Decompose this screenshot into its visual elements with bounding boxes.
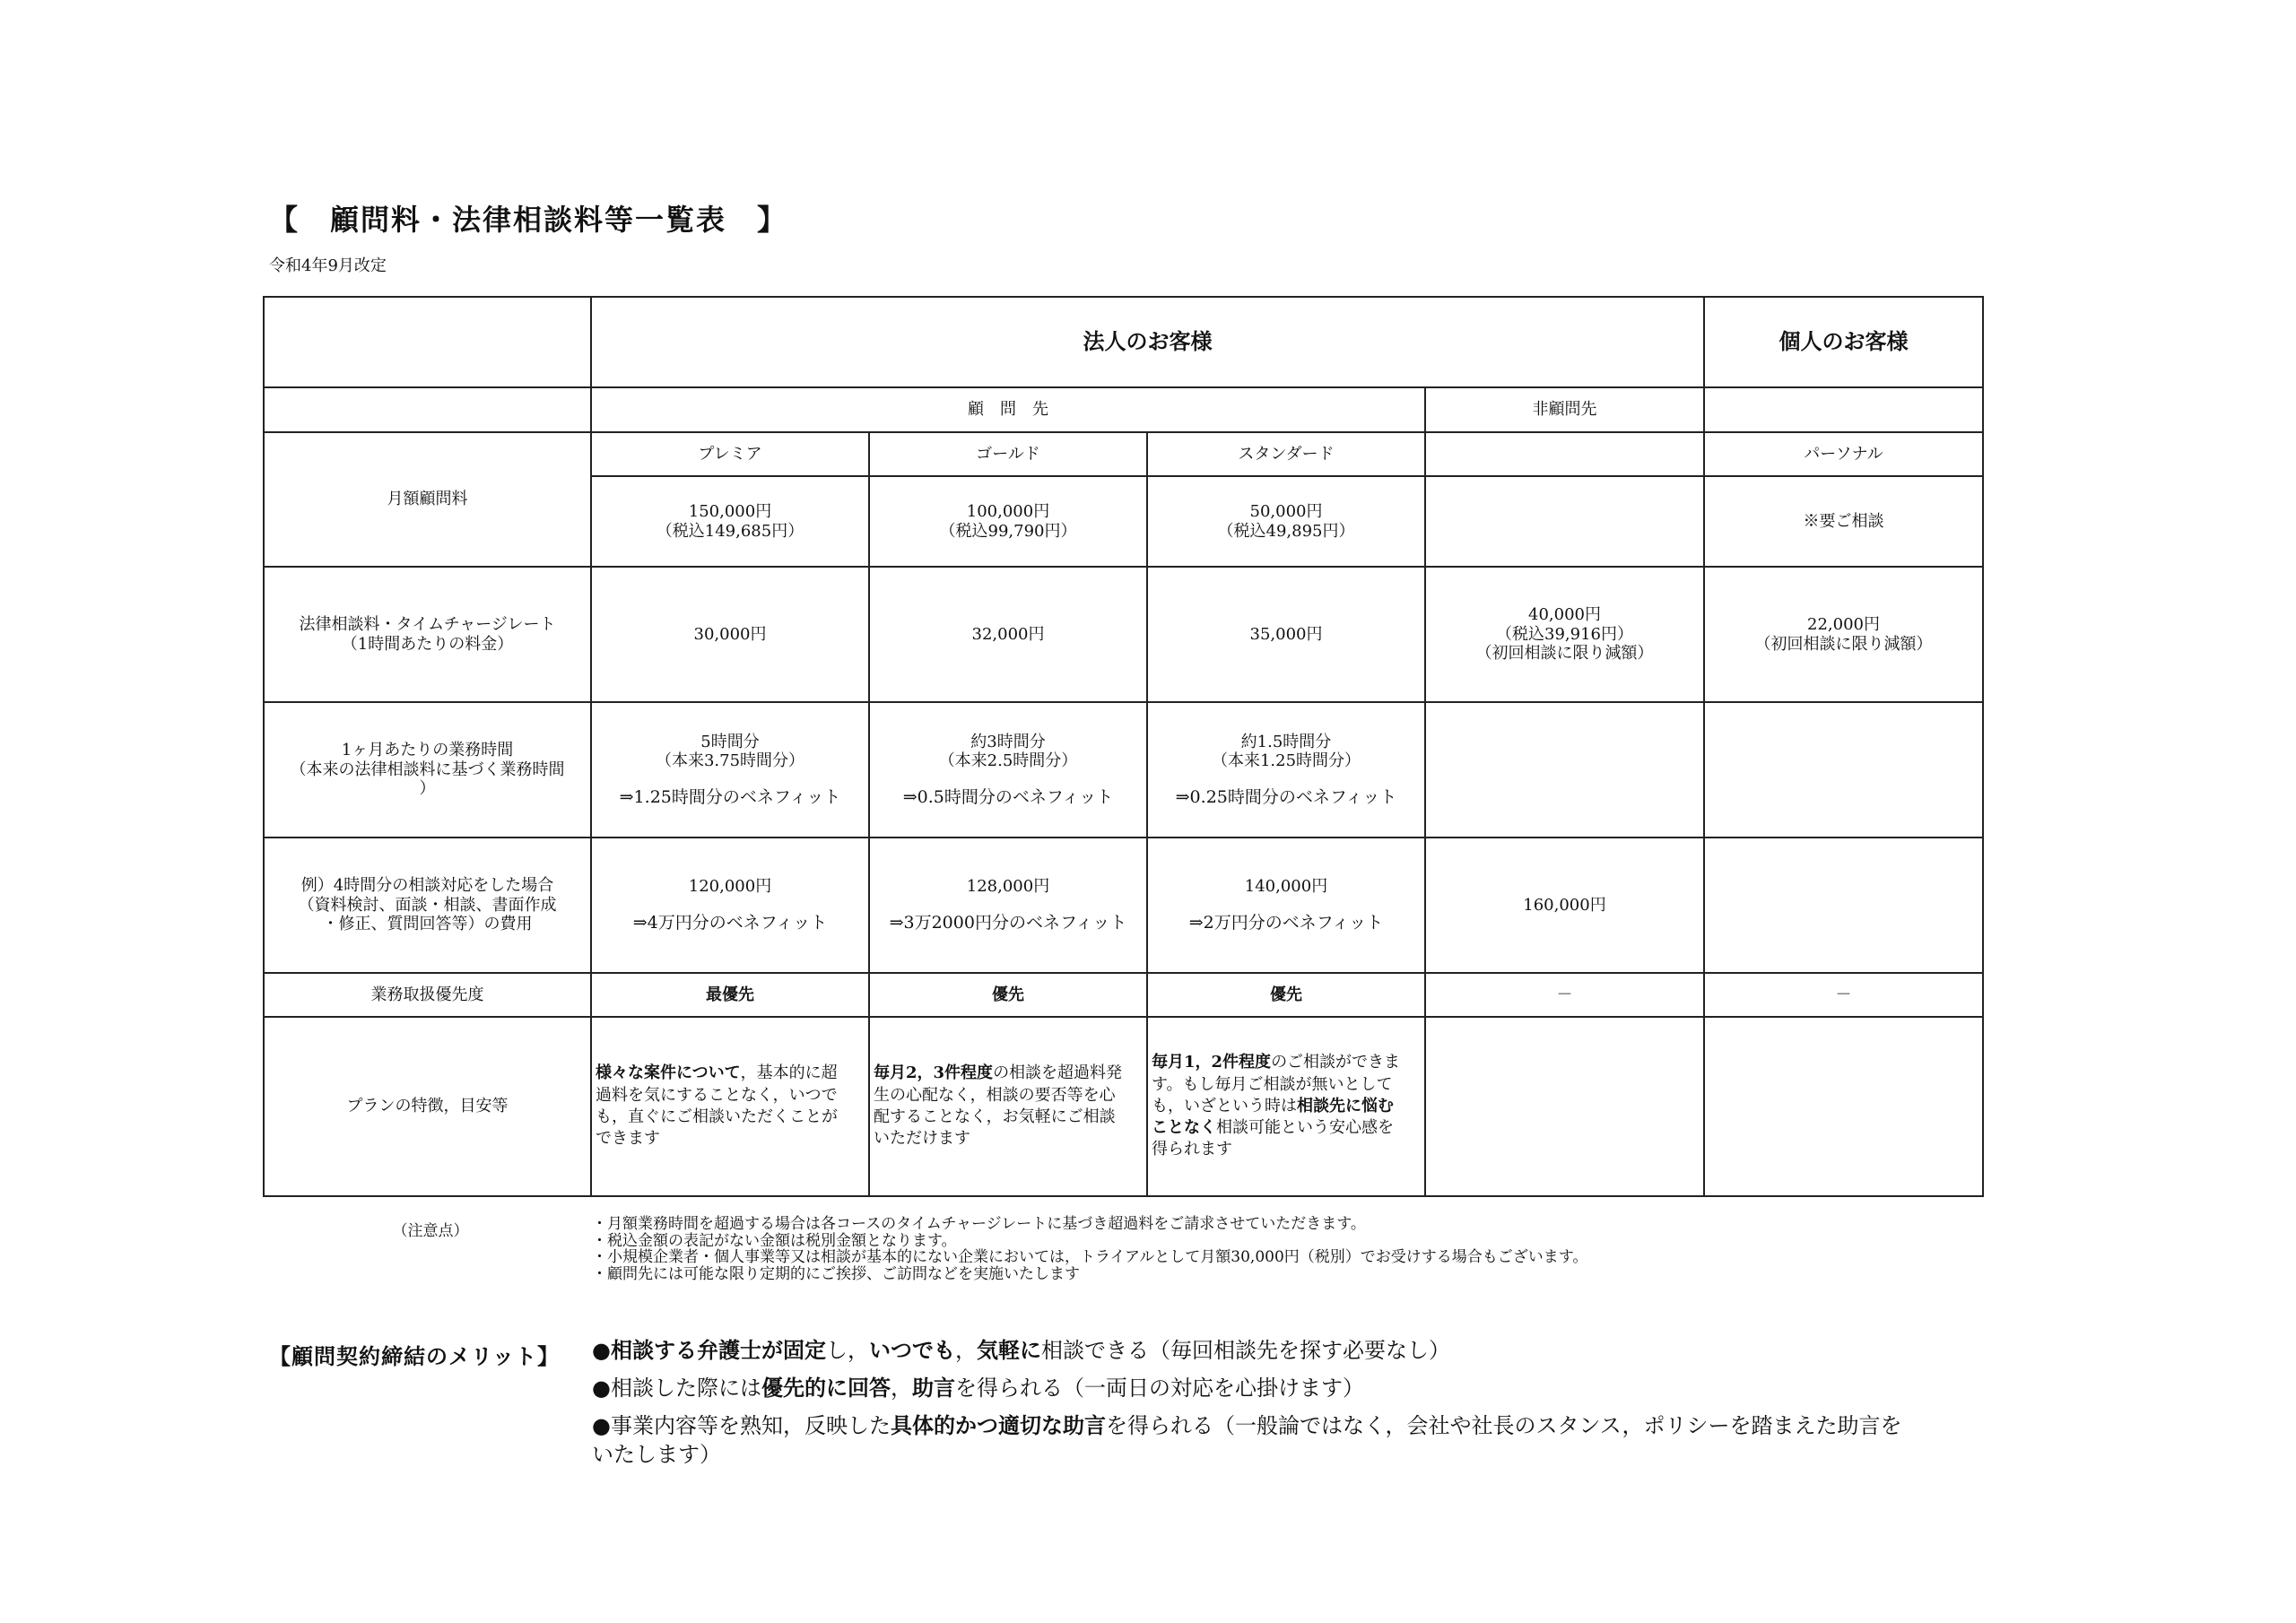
plan-gold: ゴールド <box>869 432 1147 476</box>
cell-monthly-fee-standard: 50,000円 （税込49,895円） <box>1147 476 1425 567</box>
cell-features-gold: 毎月2，3件程度の相談を超過料発 生の心配なく，相談の要否等を心 配することなく，お気軽にご相談 いただけます <box>869 1017 1147 1196</box>
row-label-monthly-hours: 1ヶ月あたりの業務時間 （本来の法律相談料に基づく業務時間 ） <box>264 702 591 838</box>
plan-premier: プレミア <box>591 432 869 476</box>
page-title: 【 顧問料・法律相談料等一覧表 】 <box>269 203 788 237</box>
row-label-example: 例）4時間分の相談対応をした場合 （資料検討、面談・相談、書面作成 ・修正、質問回答等）の費用 <box>264 838 591 973</box>
cell-priority-personal: － <box>1704 973 1983 1017</box>
cell-monthly-fee-personal: ※要ご相談 <box>1704 476 1983 567</box>
plan-personal: パーソナル <box>1704 432 1983 476</box>
header-blank <box>264 297 591 387</box>
header-row-customer-type <box>264 297 1983 387</box>
header-non-advisory: 非顧問先 <box>1425 387 1704 432</box>
cell-features-premier: 様々な案件について，基本的に超 過料を気にすることなく，いつで も，直ぐにご相談いただくことが できます <box>591 1017 869 1196</box>
cell-hours-premier: 5時間分 （本来3.75時間分） ⇒1.25時間分のベネフィット <box>591 702 869 838</box>
cell-priority-standard: 優先 <box>1147 973 1425 1017</box>
revision-date: 令和4年9月改定 <box>269 256 387 275</box>
merit-item: ●相談する弁護士が固定し，いつでも，気軽に相談できる（毎回相談先を探す必要なし） <box>592 1337 1450 1363</box>
row-monthly-hours <box>264 702 1983 838</box>
fee-table <box>263 296 1984 1197</box>
cell-hours-gold: 約3時間分 （本来2.5時間分） ⇒0.5時間分のベネフィット <box>869 702 1147 838</box>
plan-standard: スタンダード <box>1147 432 1425 476</box>
cell-example-non-advisory: 160,000円 <box>1425 838 1704 973</box>
cell-monthly-fee-gold: 100,000円 （税込99,790円） <box>869 476 1147 567</box>
cell-features-standard: 毎月1，2件程度のご相談ができま す。もし毎月ご相談が無いとして も，いざという時は相談先に悩む ことなく相談可能という安心感を 得られます <box>1147 1017 1425 1196</box>
cell-example-standard: 140,000円 ⇒2万円分のベネフィット <box>1147 838 1425 973</box>
note-item: ・月額業務時間を超過する場合は各コースのタイムチャージレートに基づき超過料をご請求させていただきます。 <box>592 1215 1366 1233</box>
header-row-advisory <box>264 387 1983 432</box>
notes-list <box>592 1216 1587 1283</box>
row-label-features: プランの特徴，目安等 <box>264 1017 591 1196</box>
cell-priority-gold: 優先 <box>869 973 1147 1017</box>
header-corporate: 法人のお客様 <box>591 297 1704 387</box>
cell-time-charge-premier: 30,000円 <box>591 567 869 702</box>
note-item: ・顧問先には可能な限り定期的にご挨拶、ご訪問などを実施いたします <box>592 1265 1080 1284</box>
cell-monthly-fee-premier: 150,000円 （税込149,685円） <box>591 476 869 567</box>
merit-item: ●事業内容等を熟知，反映した具体的かつ適切な助言を得られる（一般論ではなく，会社や社長のスタンス，ポリシーを踏まえた助言を いたします） <box>592 1412 1902 1467</box>
notes-label: （注意点） <box>392 1222 469 1240</box>
header-individual: 個人のお客様 <box>1704 297 1983 387</box>
header-advisory: 顧 問 先 <box>591 387 1425 432</box>
row-label-priority: 業務取扱優先度 <box>264 973 591 1017</box>
row-priority <box>264 973 1983 1017</box>
merits-list <box>592 1336 1991 1478</box>
row-label-monthly-fee: 月額顧問料 <box>264 432 591 567</box>
cell-time-charge-standard: 35,000円 <box>1147 567 1425 702</box>
row-label-time-charge: 法律相談料・タイムチャージレート （1時間あたりの料金） <box>264 567 591 702</box>
row-features <box>264 1017 1983 1196</box>
merit-item: ●相談した際には優先的に回答，助言を得られる（一両日の対応を心掛けます） <box>592 1375 1364 1402</box>
cell-priority-premier: 最優先 <box>591 973 869 1017</box>
merits-label: 【顧問契約締結のメリット】 <box>269 1343 561 1369</box>
header-row-plans <box>264 432 1983 476</box>
cell-time-charge-non-advisory: 40,000円 （税込39,916円） （初回相談に限り減額） <box>1425 567 1704 702</box>
note-item: ・税込金額の表記がない金額は税別金額となります。 <box>592 1231 957 1250</box>
cell-hours-standard: 約1.5時間分 （本来1.25時間分） ⇒0.25時間分のベネフィット <box>1147 702 1425 838</box>
cell-example-gold: 128,000円 ⇒3万2000円分のベネフィット <box>869 838 1147 973</box>
row-time-charge <box>264 567 1983 702</box>
cell-example-premier: 120,000円 ⇒4万円分のベネフィット <box>591 838 869 973</box>
row-example-cost <box>264 838 1983 973</box>
cell-time-charge-gold: 32,000円 <box>869 567 1147 702</box>
cell-time-charge-personal: 22,000円 （初回相談に限り減額） <box>1704 567 1983 702</box>
note-item: ・小規模企業者・個人事業等又は相談が基本的にない企業においては，トライアルとして月額30,000円（税別）でお受けする場合もございます。 <box>592 1248 1588 1267</box>
cell-priority-non-advisory: － <box>1425 973 1704 1017</box>
